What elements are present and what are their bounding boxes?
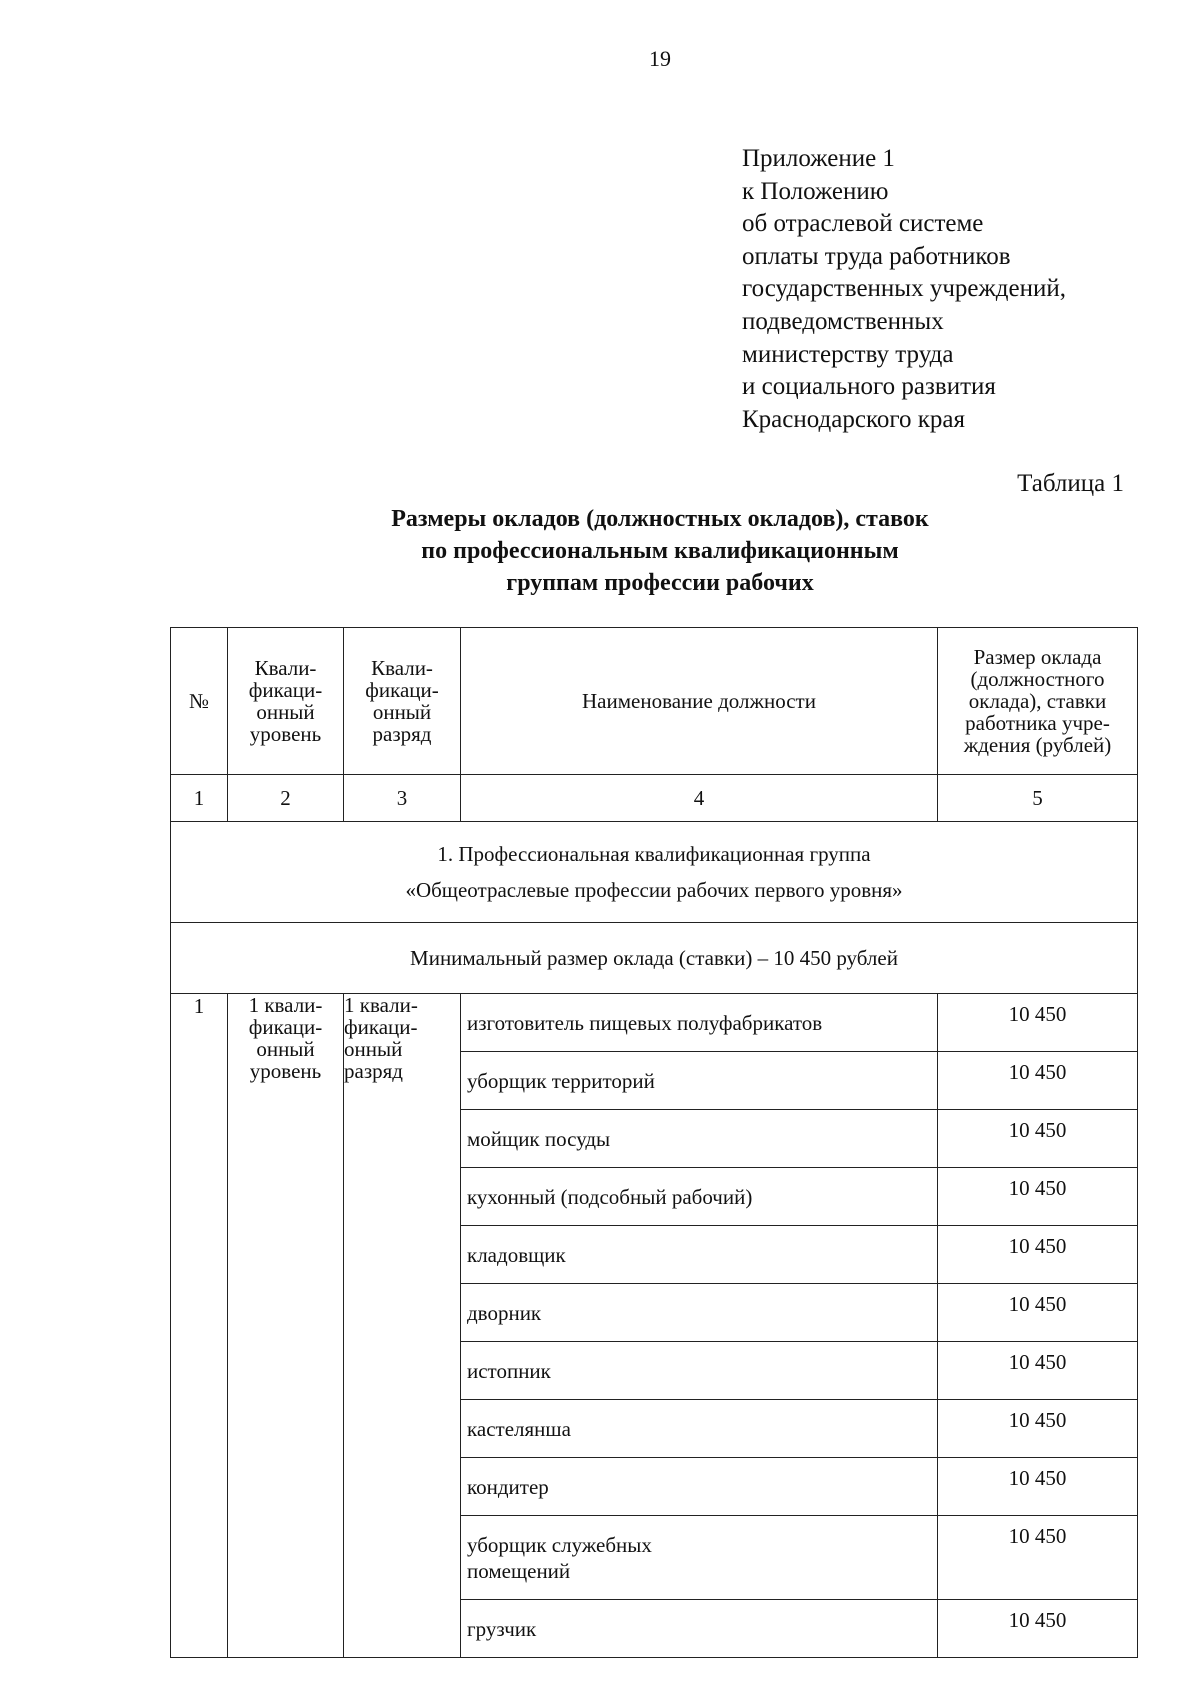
header-number: № (171, 628, 228, 775)
header-grade (344, 628, 461, 775)
header-level-text: Квали- фикаци- онный уровень (248, 656, 323, 746)
header-salary (938, 628, 1138, 775)
min-salary: Минимальный размер оклада (ставки) – 10 450 рублей (171, 923, 1138, 994)
position-name (461, 1516, 938, 1600)
title-line: Размеры окладов (должностных окладов), ставок (391, 506, 929, 532)
position-name: кастелянша (461, 1400, 938, 1458)
row-number: 1 (171, 994, 228, 1658)
qualification-level-text: 1 квали- фикаци- онный уровень (248, 993, 323, 1083)
column-number: 4 (461, 775, 938, 822)
group-title-line: «Общеотраслевые профессии рабочих первого уровня» (405, 878, 903, 902)
appendix-block (742, 143, 1066, 436)
position-rate: 10 450 (938, 1400, 1138, 1458)
appendix-line: государственных учреждений, (742, 275, 1066, 303)
position-rate: 10 450 (938, 1110, 1138, 1168)
header-grade-text: Квали- фикаци- онный разряд (365, 656, 439, 746)
table-label: Таблица 1 (1017, 470, 1124, 497)
appendix-line: министерству труда (742, 340, 954, 368)
position-rate: 10 450 (938, 994, 1138, 1052)
position-rate: 10 450 (938, 1600, 1138, 1658)
header-salary-text: Размер оклада (должностного оклада), ставки работника учре- ждения (рублей) (963, 645, 1112, 757)
position-name: кладовщик (461, 1226, 938, 1284)
position-name: кондитер (461, 1458, 938, 1516)
appendix-line: Приложение 1 (742, 145, 895, 172)
position-name: кухонный (подсобный рабочий) (461, 1168, 938, 1226)
position-name: истопник (461, 1342, 938, 1400)
title-line: группам профессии рабочих (506, 570, 814, 596)
column-number: 3 (344, 775, 461, 822)
position-name-text: уборщик служебных помещений (467, 1532, 652, 1583)
group-title-row (171, 822, 1138, 923)
qualification-level (228, 994, 344, 1658)
title-line: по профессиональным квалификационным (421, 538, 899, 564)
column-number: 2 (228, 775, 344, 822)
min-salary-row (171, 923, 1138, 994)
position-name: уборщик территорий (461, 1052, 938, 1110)
position-rate: 10 450 (938, 1168, 1138, 1226)
position-name: мойщик посуды (461, 1110, 938, 1168)
header-level (228, 628, 344, 775)
position-rate: 10 450 (938, 1226, 1138, 1284)
page-number: 19 (649, 46, 671, 71)
position-rate: 10 450 (938, 1342, 1138, 1400)
qualification-grade-text: 1 квали- фикаци- онный разряд (344, 993, 418, 1083)
position-name: дворник (461, 1284, 938, 1342)
table-row (171, 994, 1138, 1052)
appendix-line: подведомственных (742, 307, 944, 335)
column-number-row (171, 775, 1138, 822)
appendix-line: об отраслевой системе (742, 210, 984, 238)
header-row (171, 628, 1138, 775)
position-rate: 10 450 (938, 1516, 1138, 1600)
group-title-line: 1. Профессиональная квалификационная группа (437, 842, 871, 866)
appendix-line: к Положению (742, 177, 889, 205)
appendix-line: и социального развития (742, 373, 996, 401)
header-position-name: Наименование должности (461, 628, 938, 775)
column-number: 5 (938, 775, 1138, 822)
position-rate: 10 450 (938, 1458, 1138, 1516)
position-name: грузчик (461, 1600, 938, 1658)
document-title (170, 503, 1150, 599)
salary-table (170, 627, 1138, 1658)
position-name: изготовитель пищевых полуфабрикатов (461, 994, 938, 1052)
position-rate: 10 450 (938, 1052, 1138, 1110)
qualification-grade (344, 994, 461, 1658)
appendix-line: оплаты труда работников (742, 242, 1011, 270)
column-number: 1 (171, 775, 228, 822)
appendix-line: Краснодарского края (742, 405, 965, 433)
position-rate: 10 450 (938, 1284, 1138, 1342)
group-title (171, 822, 1138, 923)
